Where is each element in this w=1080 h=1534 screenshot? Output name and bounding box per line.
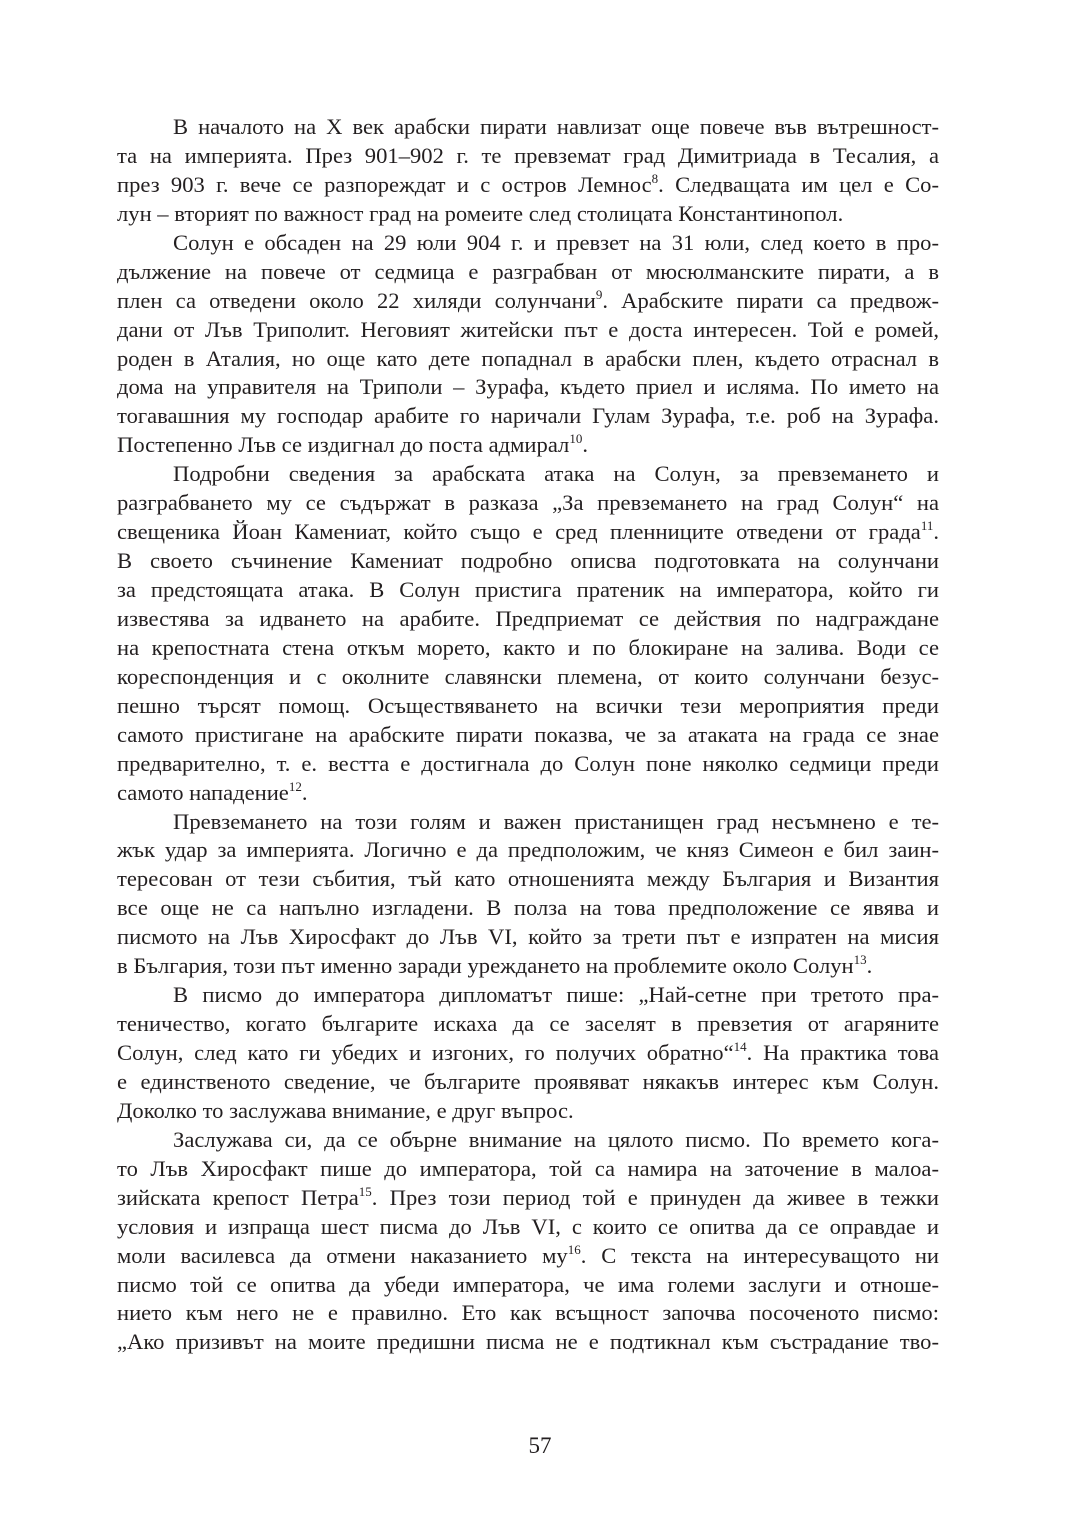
text-line (117, 518, 939, 547)
footnote-marker[interactable]: 14 (733, 1039, 747, 1054)
text-line (117, 952, 939, 981)
paragraph (117, 1126, 939, 1358)
text-line: кореспонденция и с околните славянски племена, от които солунчани безус- (117, 663, 939, 689)
text-line: жък удар за империята. Логично е да предположим, че княз Симеон е бил заин- (117, 837, 939, 863)
page-body (117, 113, 939, 1357)
line-text: . (301, 779, 308, 805)
text-line: „Ако призивът на моите предишни писма не е подтикнал към състрадание тво- (117, 1329, 939, 1355)
text-line: теничество, когато българите искаха да се заселят в превзетия от агаряните (117, 1011, 939, 1037)
line-text: зийската крепост Петра (117, 1184, 359, 1210)
paragraph (117, 808, 939, 982)
text-line: роден в Аталия, но още като дете попаднал в арабски плен, където отраснал в (117, 345, 939, 371)
text-line: тересован от тези събития, тъй като отношенията между България и Византия (117, 866, 939, 892)
line-text: . Следващата им цел е Со- (658, 171, 939, 197)
text-line: дани от Лъв Триполит. Неговият житейски път е доста интересен. Той е ромей, (117, 316, 939, 342)
text-line (117, 1184, 939, 1213)
text-line: Заслужава си, да се обърне внимание на цялото писмо. По времето кога- (173, 1126, 939, 1152)
text-line: предварително, т. е. вестта е достигнала до Солун поне няколко седмици преди (117, 750, 939, 776)
text-line: В своето съчинение Камениат подробно описва подготовката на солунчани (117, 548, 939, 574)
text-line: тогавашния му господар арабите го наричали Гулам Зурафа, т.е. роб на Зурафа. (117, 403, 939, 429)
line-text: . (866, 953, 873, 979)
footnote-marker[interactable]: 11 (920, 518, 934, 534)
text-line (117, 779, 939, 808)
text-line: писмото на Лъв Хиросфакт до Лъв VI, който за трети път е изпратен на мисия (117, 924, 939, 950)
line-text: моли василевса да отмени наказанието му (117, 1242, 568, 1268)
text-line: самото пристигане на арабските пирати показва, че за атаката на града се знае (117, 721, 939, 747)
text-line: В началото на X век арабски пирати навлизат още повече във вътрешност- (173, 114, 939, 139)
text-line: Подробни сведения за арабската атака на Солун, за превземането и (173, 461, 939, 487)
text-line (117, 431, 939, 460)
paragraph (117, 113, 939, 229)
footnote-marker[interactable]: 13 (853, 952, 867, 968)
line-text: Солун, след като ги убедих и изгоних, го получих обратно“ (117, 1040, 734, 1065)
text-line: на крепостната стена откъм морето, както и по блокиране на залива. Води се (117, 634, 939, 660)
text-line: за предстоящата атака. В Солун пристига пратеник на императора, който ги (117, 577, 939, 602)
line-text: . С текста на интересуващото ни (580, 1242, 939, 1268)
text-line: Превземането на този голям и важен пристанищен град несъмнено е те- (173, 808, 939, 834)
paragraph (117, 229, 939, 461)
line-text: свещеника Йоан Камениат, който също е сред пленниците отведени от града (117, 519, 921, 545)
text-line: Солун е обсаден на 29 юли 904 г. и превзет на 31 юли, след което в про- (173, 229, 939, 255)
text-line: нието към него не е правилно. Ето как всъщност започва посоченото писмо: (117, 1300, 939, 1326)
page-number: 57 (528, 1433, 552, 1458)
line-text: . На практика това (746, 1040, 940, 1065)
footnote-marker[interactable]: 9 (595, 286, 603, 302)
text-line (117, 1039, 939, 1068)
text-line: е единственото сведение, че българите проявяват някакъв интерес към Солун. (117, 1068, 939, 1094)
text-line: писмо той се опитва да убеди императора, че има големи заслуги и отноше- (117, 1271, 939, 1297)
text-line: В писмо до императора дипломатът пише: „Най-сетне при третото пра- (173, 982, 939, 1008)
line-text: самото нападение (117, 779, 289, 805)
line-text: . (582, 432, 588, 458)
footnote-marker[interactable]: 10 (569, 431, 583, 447)
line-text: . Арабските пирати са предвож- (602, 287, 939, 313)
line-text: . (933, 519, 939, 545)
footnote-marker[interactable]: 15 (358, 1183, 372, 1199)
text-line: Доколко то заслужава внимание, е друг въпрос. (117, 1097, 574, 1123)
text-line: то Лъв Хиросфакт пише до императора, той са намира на заточение в малоа- (117, 1155, 939, 1181)
line-text: през 903 г. вече се разпореждат и с остров Лемнос (117, 171, 652, 197)
text-line: все още не са напълно изгладени. В полза на това предположение се явява и (117, 895, 939, 921)
line-text: в България, този път именно заради уреждането на проблемите около Солун (117, 953, 854, 979)
footnote-marker[interactable]: 8 (651, 170, 659, 186)
text-line: известява за идването на арабите. Предприемат се действия по надграждане (117, 605, 939, 631)
line-text: . През този период той е принуден да живее в тежки (371, 1184, 939, 1210)
text-line: разграбването му се съдържат в разказа „За превземането на град Солун“ на (117, 490, 939, 516)
text-line: дома на управителя на Триполи – Зурафа, където приел и исляма. По името на (117, 374, 939, 400)
text-line (117, 1242, 939, 1271)
footnote-marker[interactable]: 16 (567, 1241, 581, 1257)
text-line: условия и изпраща шест писма до Лъв VI, с които се опитва да се оправдае и (117, 1213, 939, 1239)
text-line (117, 171, 939, 200)
paragraph (117, 981, 939, 1126)
text-line: дължение на повече от седмица е разграбван от мюсюлманските пирати, а в (117, 258, 939, 284)
paragraph (117, 460, 939, 807)
text-line: та на империята. През 901–902 г. те превземат град Димитриада в Тесалия, а (117, 142, 939, 168)
text-line: пешно търсят помощ. Осъществяването на всички тези мероприятия преди (117, 692, 939, 718)
text-line (117, 287, 939, 316)
text-line: лун – вторият по важност град на ромеите след столицата Константинопол. (117, 200, 844, 226)
line-text: Постепенно Лъв се издигнал до поста адмирал (117, 432, 570, 458)
line-text: плен са отведени около 22 хиляди солунчани (117, 287, 596, 313)
footnote-marker[interactable]: 12 (288, 778, 302, 794)
